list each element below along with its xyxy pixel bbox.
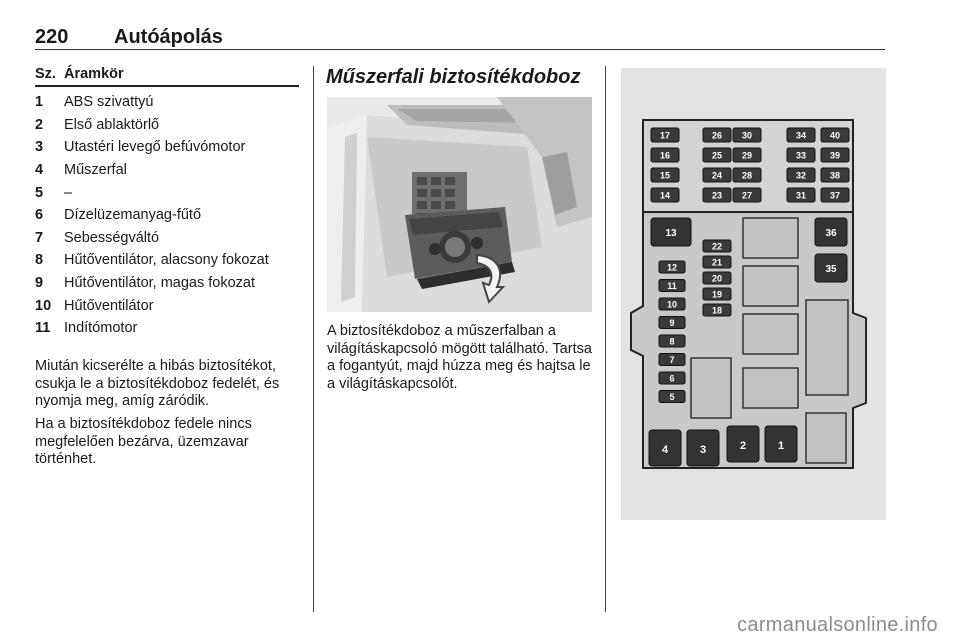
circuit-label: Hűtőventilátor, alacsony fokozat [64, 252, 269, 269]
fuse-number: 9 [35, 275, 44, 292]
fuse-label: 20 [711, 273, 723, 284]
fuse-label: 24 [711, 170, 723, 181]
fuse-label: 10 [666, 299, 678, 310]
fuse-number: 8 [35, 252, 44, 269]
relay-label: 36 [825, 228, 837, 239]
column-header-circuit: Áramkör [64, 66, 299, 86]
column-header-number: Sz. [35, 66, 64, 86]
table-row [35, 272, 299, 295]
table-row [35, 181, 299, 204]
column-divider [605, 66, 606, 612]
fuse-label: 32 [795, 170, 807, 181]
circuit-label: Sebességváltó [64, 229, 160, 246]
fuse-label: 30 [741, 130, 753, 141]
relay-label: 13 [665, 228, 677, 239]
fuse-label: 6 [669, 373, 675, 384]
relay-label: 3 [699, 444, 707, 456]
circuit-label: Műszerfal [64, 162, 127, 179]
instruction-paragraph: Miután kicserélte a hibás biztosítékot, csukja le a biztosítékdoboz fedelét, és nyomja meg, amíg záródik. [35, 358, 280, 409]
fuse-label: 33 [795, 150, 807, 161]
circuit-label: Indítómotor [64, 320, 138, 337]
section-body-text: A biztosítékdoboz a műszerfalban a világításkapcsoló mögött található. Tartsa a fogantyút, majd húzza meg és hajtsa le a világításkapcsolót. [327, 323, 592, 392]
circuit-label: Utastéri levegő befúvómotor [64, 139, 246, 156]
dashboard-fusebox-illustration [327, 97, 592, 312]
fuse-label: 31 [795, 190, 807, 201]
section-heading: Műszerfali biztosítékdoboz [326, 66, 581, 88]
fuse-label: 7 [669, 355, 675, 365]
column-divider [313, 66, 314, 612]
circuit-label: Hűtőventilátor [64, 297, 154, 314]
table-row [35, 159, 299, 182]
circuit-label: Első ablaktörlő [64, 116, 160, 133]
fuse-number: 4 [35, 162, 44, 179]
fuse-number: 2 [35, 116, 44, 133]
table-row [35, 86, 299, 114]
table-row [35, 136, 299, 159]
watermark: carmanualsonline.info [737, 614, 938, 636]
fusebox-diagram [621, 68, 886, 520]
table-row [35, 227, 299, 250]
fuse-label: 40 [829, 130, 841, 141]
table-row [35, 114, 299, 137]
fuse-number: 7 [35, 229, 44, 246]
chapter-title: Autóápolás [114, 26, 223, 48]
fuse-number: 6 [35, 207, 44, 224]
fuse-label: 26 [711, 130, 723, 141]
fuse-label: 14 [659, 190, 671, 201]
table-header-row [35, 66, 299, 86]
table-row [35, 204, 299, 227]
header-divider [35, 49, 885, 50]
fuse-label: 16 [659, 150, 671, 161]
fuse-label: 5 [669, 392, 675, 402]
fuse-number: 5 [35, 184, 44, 201]
table-row [35, 249, 299, 272]
fuse-label: 11 [667, 281, 677, 291]
fuse-label: 15 [659, 170, 671, 181]
relay-label: 35 [825, 264, 837, 275]
fuse-number: 10 [35, 297, 52, 314]
fuse-label: 8 [669, 336, 675, 347]
fuse-label: 12 [666, 262, 678, 273]
table-row [35, 317, 299, 340]
fuse-label: 17 [659, 130, 671, 141]
fuse-label: 38 [829, 170, 841, 181]
page-number: 220 [35, 26, 69, 48]
fuse-circuit-table [35, 66, 299, 340]
fuse-label: 23 [711, 190, 723, 201]
fuse-label: 9 [669, 318, 675, 328]
relay-label: 4 [661, 444, 669, 456]
fuse-label: 22 [711, 241, 723, 252]
relay-label: 1 [777, 440, 785, 452]
fuse-label: 18 [711, 305, 723, 316]
fuse-label: 25 [711, 150, 723, 161]
fuse-label: 28 [741, 170, 753, 181]
fuse-label: 39 [829, 150, 841, 161]
circuit-label: Dízelüzemanyag-fűtő [64, 207, 202, 224]
fuse-label: 21 [711, 257, 723, 268]
table-row [35, 294, 299, 317]
fuse-label: 34 [795, 130, 807, 141]
fuse-label: 29 [741, 150, 753, 161]
circuit-label: – [64, 184, 73, 201]
fuse-label: 19 [711, 289, 723, 300]
fuse-label: 37 [829, 190, 841, 201]
fuse-number: 3 [35, 139, 44, 156]
fuse-label: 27 [741, 190, 753, 201]
warning-paragraph: Ha a biztosítékdoboz fedele nincs megfelelően bezárva, üzemzavar történhet. [35, 416, 252, 467]
circuit-label: Hűtőventilátor, magas fokozat [64, 275, 256, 292]
circuit-label: ABS szivattyú [64, 94, 154, 111]
fuse-number: 11 [35, 320, 51, 337]
relay-label: 2 [739, 440, 747, 452]
fuse-number: 1 [35, 94, 44, 111]
